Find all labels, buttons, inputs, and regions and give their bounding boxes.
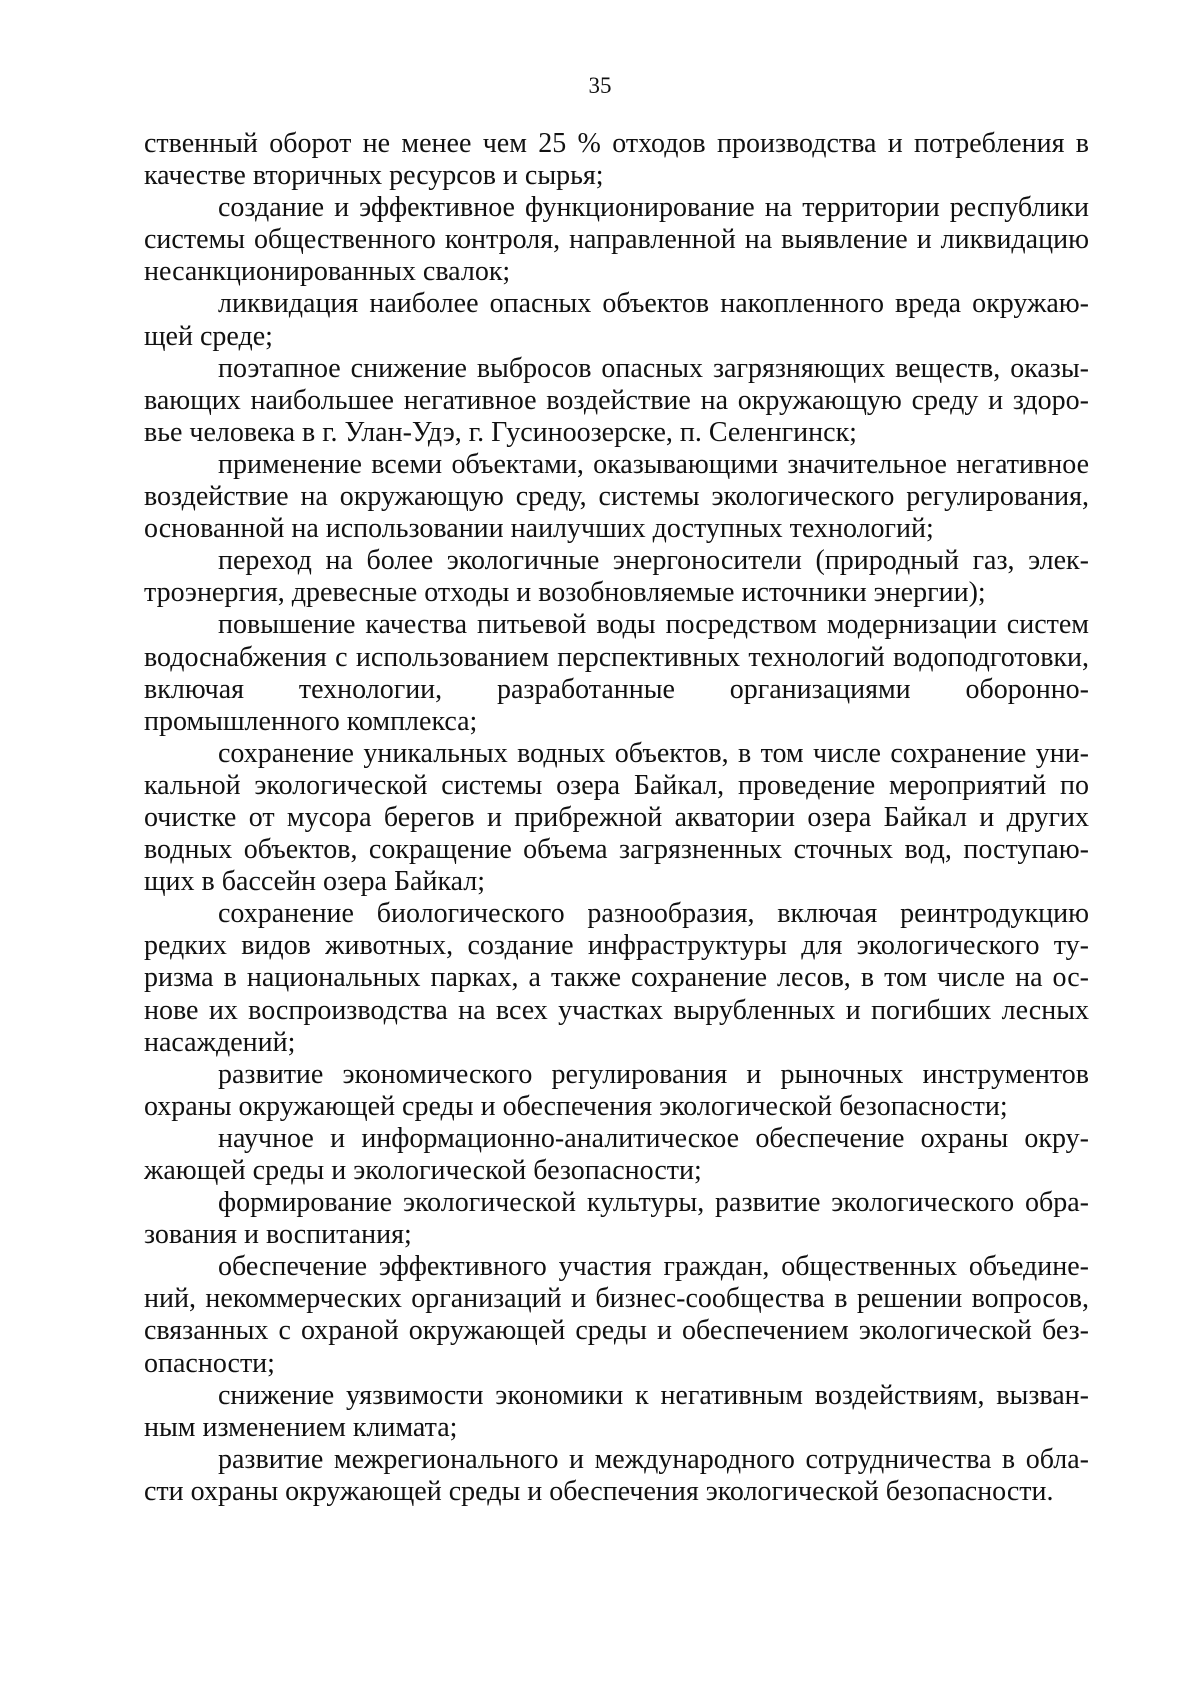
paragraph: сохранение биологического разнообразия, включая реинтродукцию редких видов животных, создание инфраструктуры для экологического туризма в национальных парках, а также сохранение лесов, в том числе на основе их воспроизводства на всех участках вырубленных и погибших лесных насаждений; [144, 898, 1089, 1058]
paragraph: развитие межрегионального и международного сотрудничества в области охраны окружающей среды и обеспечения экологической безопасности. [144, 1443, 1089, 1507]
paragraph: переход на более экологичные энергоносители (природный газ, электроэнергия, древесные отходы и возобновляемые источники энергии); [144, 545, 1089, 609]
paragraph: развитие экономического регулирования и рыночных инструментов охраны окружающей среды и обеспечения экологической безопасности; [144, 1058, 1089, 1122]
paragraph: сохранение уникальных водных объектов, в том числе сохранение уникальной экологической системы озера Байкал, проведение мероприятий по очистке от мусора берегов и прибрежной акватории озера Байкал и других водных объектов, сокращение объема загрязненных сточных вод, поступающих в бассейн озера Байкал; [144, 737, 1089, 898]
paragraph: ликвидация наиболее опасных объектов накопленного вреда окружающей среде; [144, 288, 1089, 352]
paragraph: создание и эффективное функционирование на территории республики системы общественного контроля, направленной на выявление и ликвидацию несанкционированных свалок; [144, 192, 1089, 288]
paragraph-continuation: ственный оборот не менее чем 25 % отходов производства и потребления в качестве вторичных ресурсов и сырья; [144, 128, 1089, 192]
page-number: 35 [588, 73, 612, 98]
paragraph: научное и информационно-аналитическое обеспечение охраны окружающей среды и экологической безопасности; [144, 1122, 1089, 1186]
body-text [144, 128, 1089, 1508]
paragraph: формирование экологической культуры, развитие экологического образования и воспитания; [144, 1187, 1089, 1251]
paragraph: поэтапное снижение выбросов опасных загрязняющих веществ, оказывающих наибольшее негативное воздействие на окружающую среду и здоровье человека в г. Улан-Удэ, г. Гусиноозерске, п. Селенгинск; [144, 352, 1089, 448]
paragraph: повышение качества питьевой воды посредством модернизации систем водоснабжения с использованием перспективных технологий водоподготовки, включая технологии, разработанные организациями оборонно-промышленного комплекса; [144, 609, 1089, 737]
paragraph: снижение уязвимости экономики к негативным воздействиям, вызванным изменением климата; [144, 1379, 1089, 1443]
paragraph: применение всеми объектами, оказывающими значительное негативное воздействие на окружающую среду, системы экологического регулирования, основанной на использовании наилучших доступных технологий; [144, 448, 1089, 545]
paragraph: обеспечение эффективного участия граждан, общественных объединений, некоммерческих организаций и бизнес-сообщества в решении вопросов, связанных с охраной окружающей среды и обеспечением экологической безопасности; [144, 1251, 1089, 1379]
